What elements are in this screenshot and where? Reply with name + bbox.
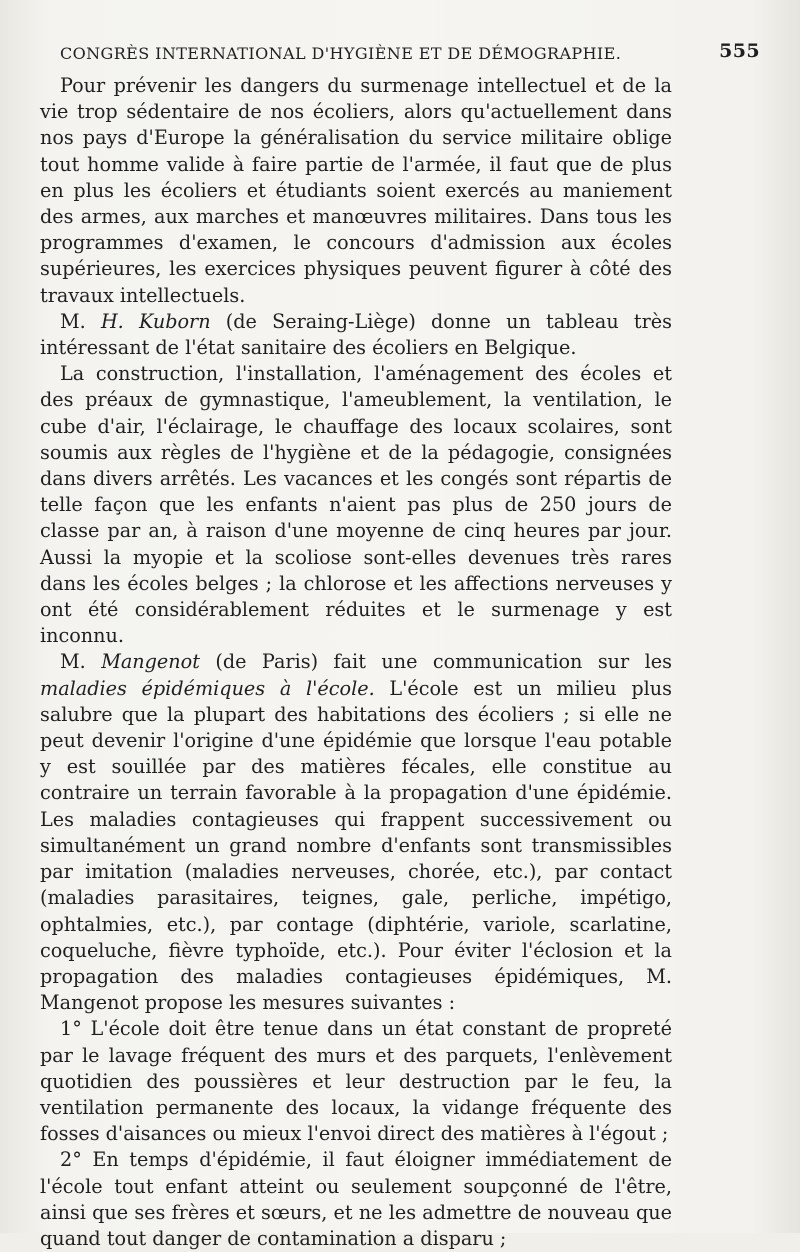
communication-title: maladies épidémiques à l'école. [40, 676, 375, 700]
page-number: 555 [719, 40, 760, 62]
paragraph-kuborn: M. H. Kuborn (de Seraing-Liège) donne un tableau très intéressant de l'état sanitaire des écoliers en Belgique. [40, 309, 672, 360]
page-body [40, 73, 672, 1252]
speaker-name: H. Kuborn [100, 309, 211, 333]
paragraph-surmenage: Pour prévenir les dangers du surmenage intellectuel et de la vie trop sédentaire de nos écoliers, alors qu'actuellement dans nos pays d'Europe la généralisation du service militaire oblige tout homme valide à faire partie de l'armée, il faut que de plus en plus les écoliers et étudiants soient exercés au maniement des armes, aux marches et manœuvres militaires. Dans tous les programmes d'examen, le concours d'admission aux écoles supérieures, les exercices physiques peuvent figurer à côté des travaux intellectuels. [40, 74, 672, 307]
paragraph-belgique: La construction, l'installation, l'aménagement des écoles et des préaux de gymnastique, l'ameublement, la ventilation, le cube d'air, l'éclairage, le chauffage des locaux scolaires, sont soumis aux règles de l'hygiène et de la pédagogie, consignées dans divers arrêtés. Les vacances et les congés sont répartis de telle façon que les enfants n'aient pas plus de 250 jours de classe par an, à raison d'une moyenne de cinq heures par jour. Aussi la myopie et la scoliose sont-elles devenues très rares dans les écoles belges ; la chlorose et les affections nerveuses y ont été considérablement réduites et le surmenage y est inconnu. [40, 362, 672, 648]
paragraph-measure-1: 1° L'école doit être tenue dans un état constant de propreté par le lavage fréquent des murs et des parquets, l'enlèvement quotidien des poussières et leur destruction par le feu, la ventilation permanente des locaux, la vidange fréquente des fosses d'aisances ou mieux l'envoi direct des matières à l'égout ; [40, 1017, 672, 1146]
speaker-name: Mangenot [101, 650, 200, 674]
running-title: CONGRÈS INTERNATIONAL D'HYGIÈNE ET DE DÉMOGRAPHIE. [60, 44, 622, 63]
paragraph-mangenot: M. Mangenot (de Paris) fait une communication sur les maladies épidémiques à l'école. L'école est un milieu plus salubre que la plupart des habitations des écoliers ; si elle ne peut devenir l'origine d'une épidémie que lorsque l'eau potable y est souillée par des matières fécales, elle constitue au contraire un terrain favorable à la propagation d'une épidémie. Les maladies contagieuses qui frappent successivement ou simultanément un grand nombre d'enfants sont transmissibles par imitation (maladies nerveuses, chorée, etc.), par contact (maladies parasitaires, teignes, gale, perliche, impétigo, ophtalmies, etc.), par contage (diphtérie, variole, scarlatine, coqueluche, fièvre typhoïde, etc.). Pour éviter l'éclosion et la propagation des maladies contagieuses épidémiques, M. Mangenot propose les mesures suivantes : [40, 650, 672, 1015]
running-header [60, 38, 760, 68]
paragraph-measure-2: 2° En temps d'épidémie, il faut éloigner immédiatement de l'école tout enfant atteint ou seulement soupçonné de l'être, ainsi que ses frères et sœurs, et ne les admettre de nouveau que quand tout danger de contamination a disparu ; [40, 1148, 672, 1250]
